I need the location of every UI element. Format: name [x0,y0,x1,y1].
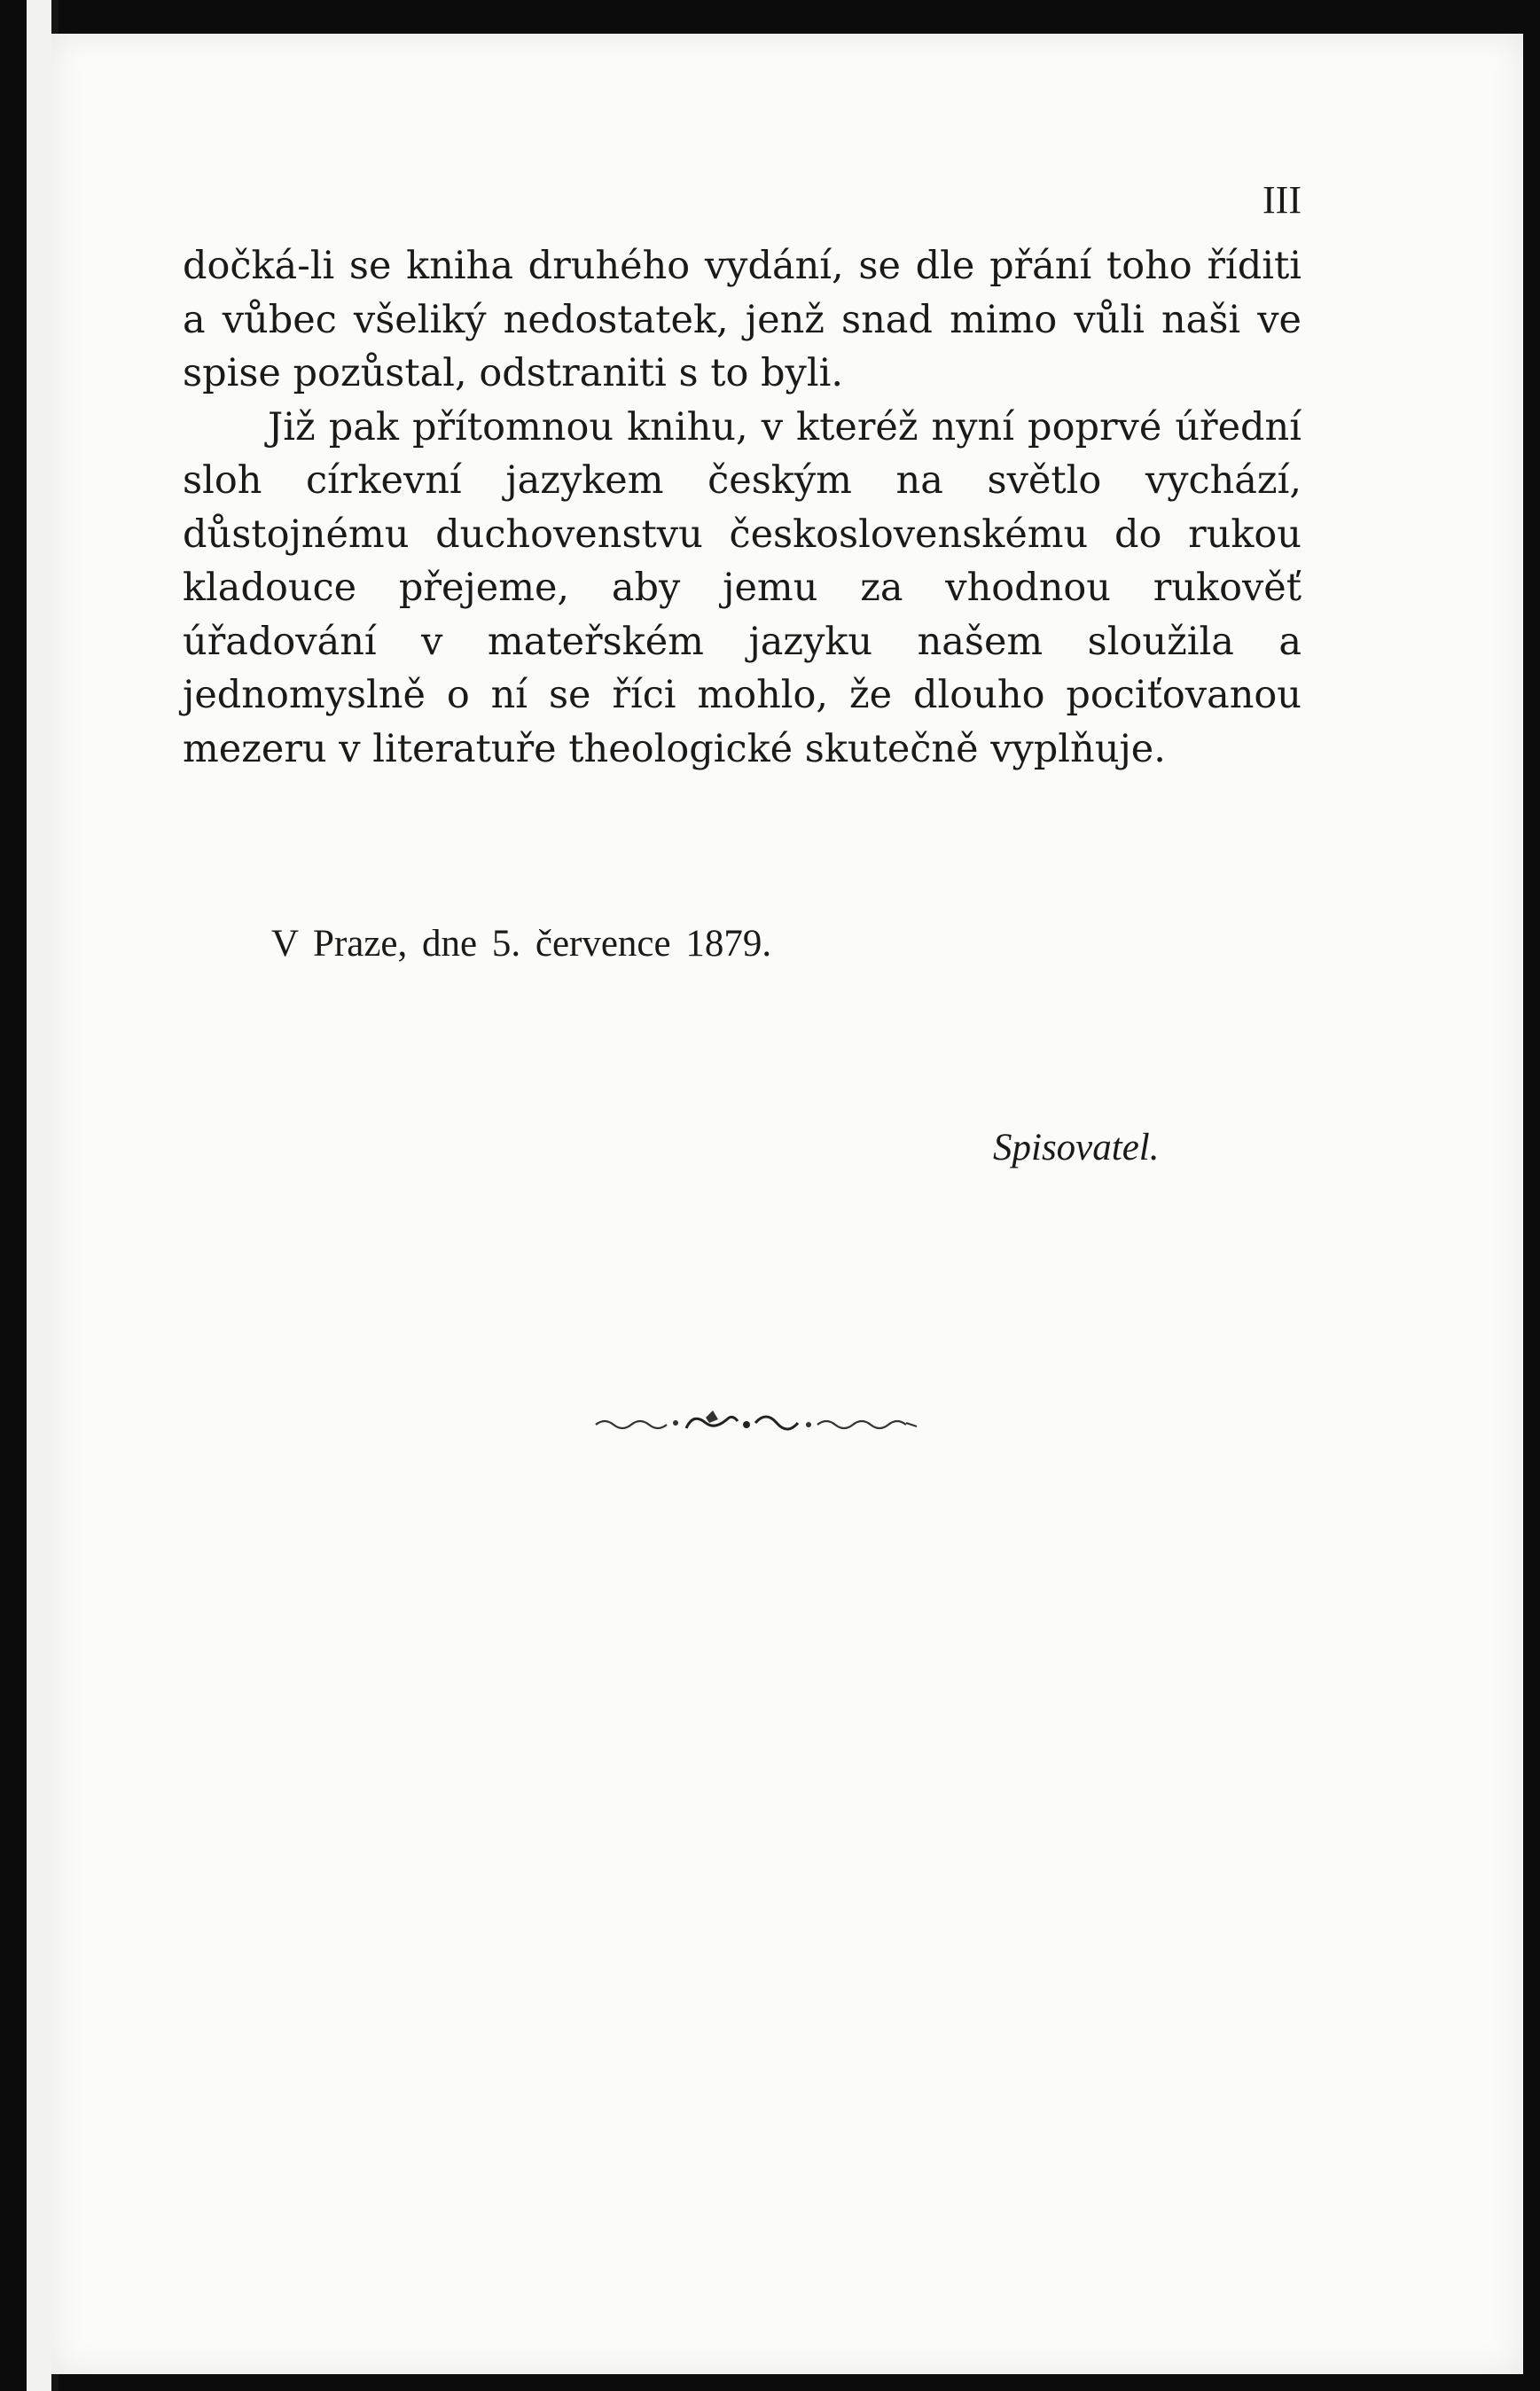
vignette-ornament-icon [590,1405,927,1441]
book-page [51,34,1523,2374]
body-text [183,239,1302,776]
page-number: III [1262,178,1302,222]
paragraph-main: Již pak přítomnou knihu, v kteréž nyní poprvé úřední sloh církevní jazykem českým na světlo vychází, důstojnému duchovenstvu československému do rukou kladouce přejeme, aby jemu za vhodnou rukověť úřadování v mateřském jazyku našem sloužila a jednomyslně o ní se říci mohlo, že dlouho pociťovanou mezeru v literatuře theologické skutečně vyplňuje. [183,404,1302,771]
dateline: V Praze, dne 5. července 1879. [271,923,772,965]
author-signature: Spisovatel. [993,1127,1160,1168]
paragraph-continued: dočká-li se kniha druhého vydání, se dle přání toho říditi a vůbec všeliký nedostatek, jenž snad mimo vůli naši ve spise pozůstal, odstraniti s to byli. [183,244,1302,395]
